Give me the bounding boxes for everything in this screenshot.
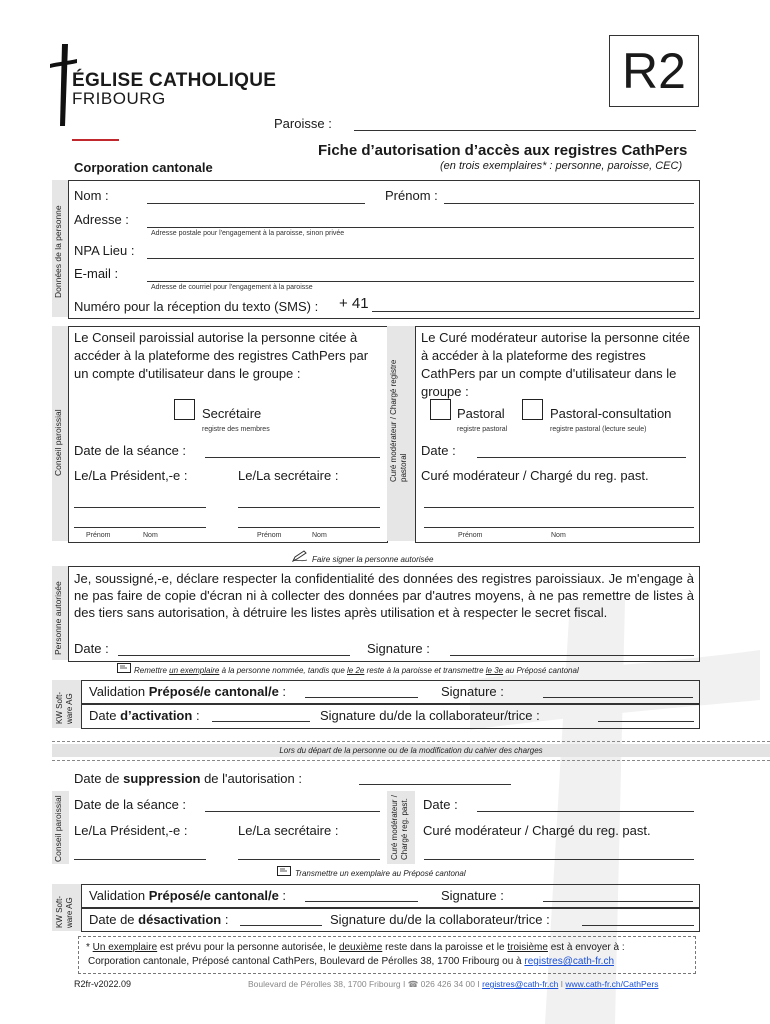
npa-label: NPA Lieu : bbox=[74, 243, 135, 258]
secretaire-hint: registre des membres bbox=[202, 426, 270, 433]
conseil2-secretaire-label: Le/La secrétaire : bbox=[238, 823, 339, 838]
kw2-deact-pre: Date de bbox=[89, 912, 139, 927]
cure-date-field[interactable] bbox=[477, 457, 686, 458]
president-prenom-hint: Prénom bbox=[86, 532, 111, 539]
secretaire-prenom-hint: Prénom bbox=[257, 532, 282, 539]
footer-contact bbox=[248, 979, 658, 990]
footnote-email-link[interactable]: registres@cath-fr.ch bbox=[524, 956, 615, 967]
cure2-date-field[interactable] bbox=[477, 811, 694, 812]
envelope-icon bbox=[277, 866, 291, 876]
conseil2-secretaire-sig[interactable] bbox=[238, 859, 380, 860]
adresse-field[interactable] bbox=[147, 227, 694, 228]
sms-label: Numéro pour la réception du texto (SMS) : bbox=[74, 299, 319, 314]
conseil2-date-field[interactable] bbox=[205, 811, 380, 812]
depart-note: Lors du départ de la personne ou de la modification du cahier des charges bbox=[279, 746, 543, 755]
suppression-pre: Date de bbox=[74, 771, 124, 786]
consultation-hint: registre pastoral (lecture seule) bbox=[550, 426, 647, 433]
secretaire-label: Secrétaire bbox=[202, 406, 262, 421]
suppression-bold: suppression bbox=[123, 771, 201, 786]
kw1-validation-bold: Préposé/e cantonal/e bbox=[148, 684, 279, 699]
paroisse-field[interactable] bbox=[354, 130, 696, 131]
footer-separator: I bbox=[558, 979, 566, 989]
envelope-icon bbox=[117, 663, 131, 673]
secretaire-sig-label: Le/La secrétaire : bbox=[238, 468, 339, 483]
transmettre-note: Transmettre un exemplaire au Préposé cantonal bbox=[295, 869, 466, 878]
remettre-underline-1: un exemplaire bbox=[169, 666, 220, 675]
secretaire-checkbox[interactable] bbox=[174, 399, 195, 420]
remettre-note bbox=[134, 666, 579, 675]
president-sig-line-1[interactable] bbox=[74, 507, 206, 508]
cure2-side-label: Curé modérateur / Chargé reg. past. bbox=[390, 795, 409, 860]
cure2-date-label: Date : bbox=[423, 797, 458, 812]
nom-label: Nom : bbox=[74, 188, 109, 203]
kw1-validation-post: : bbox=[278, 684, 287, 699]
footnote-line-1 bbox=[86, 942, 625, 953]
email-label: E-mail : bbox=[74, 266, 119, 281]
cure2-sig[interactable] bbox=[424, 859, 694, 860]
kw1-activation-pre: Date bbox=[89, 708, 121, 723]
kw2-validation-pre: Validation bbox=[89, 888, 149, 903]
corporation-label: Corporation cantonale bbox=[74, 160, 213, 175]
kw1-validation-label bbox=[89, 684, 286, 699]
pastoral-checkbox[interactable] bbox=[430, 399, 451, 420]
declaration-date-field[interactable] bbox=[118, 655, 350, 656]
conseil-date-label: Date de la séance : bbox=[74, 443, 187, 458]
sign-note: Faire signer la personne autorisée bbox=[312, 555, 434, 564]
declaration-signature-field[interactable] bbox=[450, 655, 694, 656]
suppression-label bbox=[74, 771, 302, 786]
org-city: FRIBOURG bbox=[72, 89, 166, 108]
kw1-activation-post: : bbox=[192, 708, 200, 723]
page-title: Fiche d’autorisation d’accès aux registres CathPers bbox=[318, 142, 688, 159]
footnote-part-3: reste dans la paroisse et le bbox=[382, 942, 508, 953]
kw1-side-label: KW Soft-ware AG bbox=[55, 691, 74, 724]
npa-field[interactable] bbox=[147, 258, 694, 259]
kw2-validation-field[interactable] bbox=[305, 901, 418, 902]
secretaire-nom-hint: Nom bbox=[312, 532, 327, 539]
kw1-activation-label bbox=[89, 708, 200, 723]
form-code: R2 bbox=[622, 43, 686, 99]
kw2-signature-field[interactable] bbox=[543, 901, 693, 902]
conseil2-president-label: Le/La Président,-e : bbox=[74, 823, 188, 838]
footnote-part-2: est prévu pour la personne autorisée, le bbox=[157, 942, 339, 953]
cure-text: Le Curé modérateur autorise la personne citée à accéder à la plateforme des registres CathPers par un compte d'utilisateur dans le groupe : bbox=[421, 330, 690, 399]
conseil-side-label: Conseil paroissial bbox=[53, 409, 63, 476]
conseil2-side-label: Conseil paroissial bbox=[53, 795, 63, 862]
declaration-side-label: Personne autorisée bbox=[53, 581, 63, 655]
declaration-signature-label: Signature : bbox=[367, 641, 430, 656]
cure2-role-label: Curé modérateur / Chargé du reg. past. bbox=[423, 823, 651, 838]
kw2-deactivation-field[interactable] bbox=[240, 925, 322, 926]
kw1-activation-bold: d’activation bbox=[120, 708, 193, 723]
pen-icon bbox=[292, 550, 308, 562]
consultation-label: Pastoral-consultation bbox=[550, 406, 672, 421]
kw2-collab-label: Signature du/de la collaborateur/trice : bbox=[330, 912, 550, 927]
pastoral-label: Pastoral bbox=[457, 406, 505, 421]
footer-email-link[interactable]: registres@cath-fr.ch bbox=[482, 979, 559, 989]
cure-nom-hint: Nom bbox=[551, 532, 566, 539]
email-hint: Adresse de courriel pour l'engagement à la paroisse bbox=[151, 284, 313, 291]
footer-version: R2fr-v2022.09 bbox=[74, 979, 132, 989]
president-label: Le/La Président,-e : bbox=[74, 468, 188, 483]
nom-field[interactable] bbox=[147, 203, 365, 204]
kw1-signature-label: Signature : bbox=[441, 684, 504, 699]
footnote-part-4: est à envoyer à : bbox=[547, 942, 625, 953]
consultation-checkbox[interactable] bbox=[522, 399, 543, 420]
footer-address: Boulevard de Pérolles 38, 1700 Fribourg I ☎ 026 426 34 00 I bbox=[248, 979, 483, 989]
footnote-underline-3: troisième bbox=[507, 942, 548, 953]
adresse-hint: Adresse postale pour l'engagement à la paroisse, sinon privée bbox=[151, 230, 345, 237]
person-side-label: Données de la personne bbox=[53, 205, 63, 298]
prenom-label: Prénom : bbox=[385, 188, 438, 203]
cure-side-label: Curé modérateur / Chargé registre pastoral bbox=[389, 359, 408, 482]
prenom-field[interactable] bbox=[444, 203, 694, 204]
president-sig-line-2[interactable] bbox=[74, 527, 206, 528]
footer-url-link[interactable]: www.cath-fr.ch/CathPers bbox=[565, 979, 659, 989]
remettre-part-1: Remettre bbox=[134, 666, 170, 675]
kw2-deact-bold: désactivation bbox=[138, 912, 222, 927]
kw2-validation-label bbox=[89, 888, 286, 903]
page-subtitle: (en trois exemplaires* : personne, paroisse, CEC) bbox=[440, 160, 683, 172]
declaration-text: Je, soussigné,-e, déclare respecter la confidentialité des données des registres paroissiaux. Je m'engage à ne pas faire de copie d'écran ni à collecter des données par d'autres moyens, à ne pas remettre de listes à des tiers sans autorisation, à détruire les listes après utilisation et à respecter le secret fiscal. bbox=[74, 571, 694, 620]
remettre-part-2: à la personne nommée, tandis que bbox=[219, 666, 348, 675]
kw2-side-label: KW Soft-ware AG bbox=[55, 895, 74, 928]
kw1-activation-field[interactable] bbox=[212, 721, 310, 722]
footnote-line-2 bbox=[88, 956, 614, 967]
org-name: ÉGLISE CATHOLIQUE bbox=[72, 70, 277, 91]
secretaire-sig-line-1[interactable] bbox=[238, 507, 380, 508]
paroisse-label: Paroisse : bbox=[274, 116, 332, 131]
adresse-label: Adresse : bbox=[74, 212, 129, 227]
kw1-validation-field[interactable] bbox=[305, 697, 418, 698]
remettre-underline-2: le 2e bbox=[347, 666, 365, 675]
kw2-collab-field[interactable] bbox=[582, 925, 694, 926]
remettre-part-3: reste à la paroisse et transmettre bbox=[364, 666, 486, 675]
kw2-deactivation-label bbox=[89, 912, 228, 927]
kw1-collab-label: Signature du/de la collaborateur/trice : bbox=[320, 708, 540, 723]
secretaire-sig-line-2[interactable] bbox=[238, 527, 380, 528]
kw2-validation-bold: Préposé/e cantonal/e bbox=[148, 888, 279, 903]
kw1-collab-field[interactable] bbox=[598, 721, 694, 722]
kw1-signature-field[interactable] bbox=[543, 697, 693, 698]
remettre-part-4: au Préposé cantonal bbox=[503, 666, 579, 675]
conseil2-date-label: Date de la séance : bbox=[74, 797, 187, 812]
footnote-underline-2: deuxième bbox=[338, 942, 383, 953]
cure-role-label: Curé modérateur / Chargé du reg. past. bbox=[421, 468, 649, 483]
kw1-validation-pre: Validation bbox=[89, 684, 149, 699]
kw2-signature-label: Signature : bbox=[441, 888, 504, 903]
declaration-date-label: Date : bbox=[74, 641, 109, 656]
conseil-text: Le Conseil paroissial autorise la personne citée à accéder à la plateforme des registres CathPers par un compte d'utilisateur dans le groupe : bbox=[74, 330, 369, 381]
dashed-divider-top bbox=[52, 741, 770, 742]
cure-sig-line-2[interactable] bbox=[424, 527, 694, 528]
kw2-deact-post: : bbox=[221, 912, 229, 927]
suppression-field[interactable] bbox=[359, 784, 511, 785]
conseil2-president-sig[interactable] bbox=[74, 859, 206, 860]
remettre-underline-3: le 3e bbox=[485, 666, 504, 675]
cure-prenom-hint: Prénom bbox=[458, 532, 483, 539]
kw2-validation-post: : bbox=[278, 888, 287, 903]
suppression-post: de l'autorisation : bbox=[200, 771, 302, 786]
red-accent-line bbox=[72, 139, 119, 141]
footnote-address: Corporation cantonale, Préposé cantonal CathPers, Boulevard de Pérolles 38, 1700 Fribourg ou à bbox=[88, 956, 525, 967]
footnote-part-1: * bbox=[86, 942, 93, 953]
sms-field[interactable] bbox=[372, 311, 694, 312]
email-field[interactable] bbox=[147, 281, 694, 282]
president-nom-hint: Nom bbox=[143, 532, 158, 539]
dashed-divider-bottom bbox=[52, 760, 770, 761]
cure-date-label: Date : bbox=[421, 443, 456, 458]
pastoral-hint: registre pastoral bbox=[457, 426, 508, 433]
sms-prefix: + 41 bbox=[339, 295, 369, 312]
footnote-underline-1: Un exemplaire bbox=[92, 942, 158, 953]
conseil-date-field[interactable] bbox=[205, 457, 380, 458]
cure-sig-line-1[interactable] bbox=[424, 507, 694, 508]
